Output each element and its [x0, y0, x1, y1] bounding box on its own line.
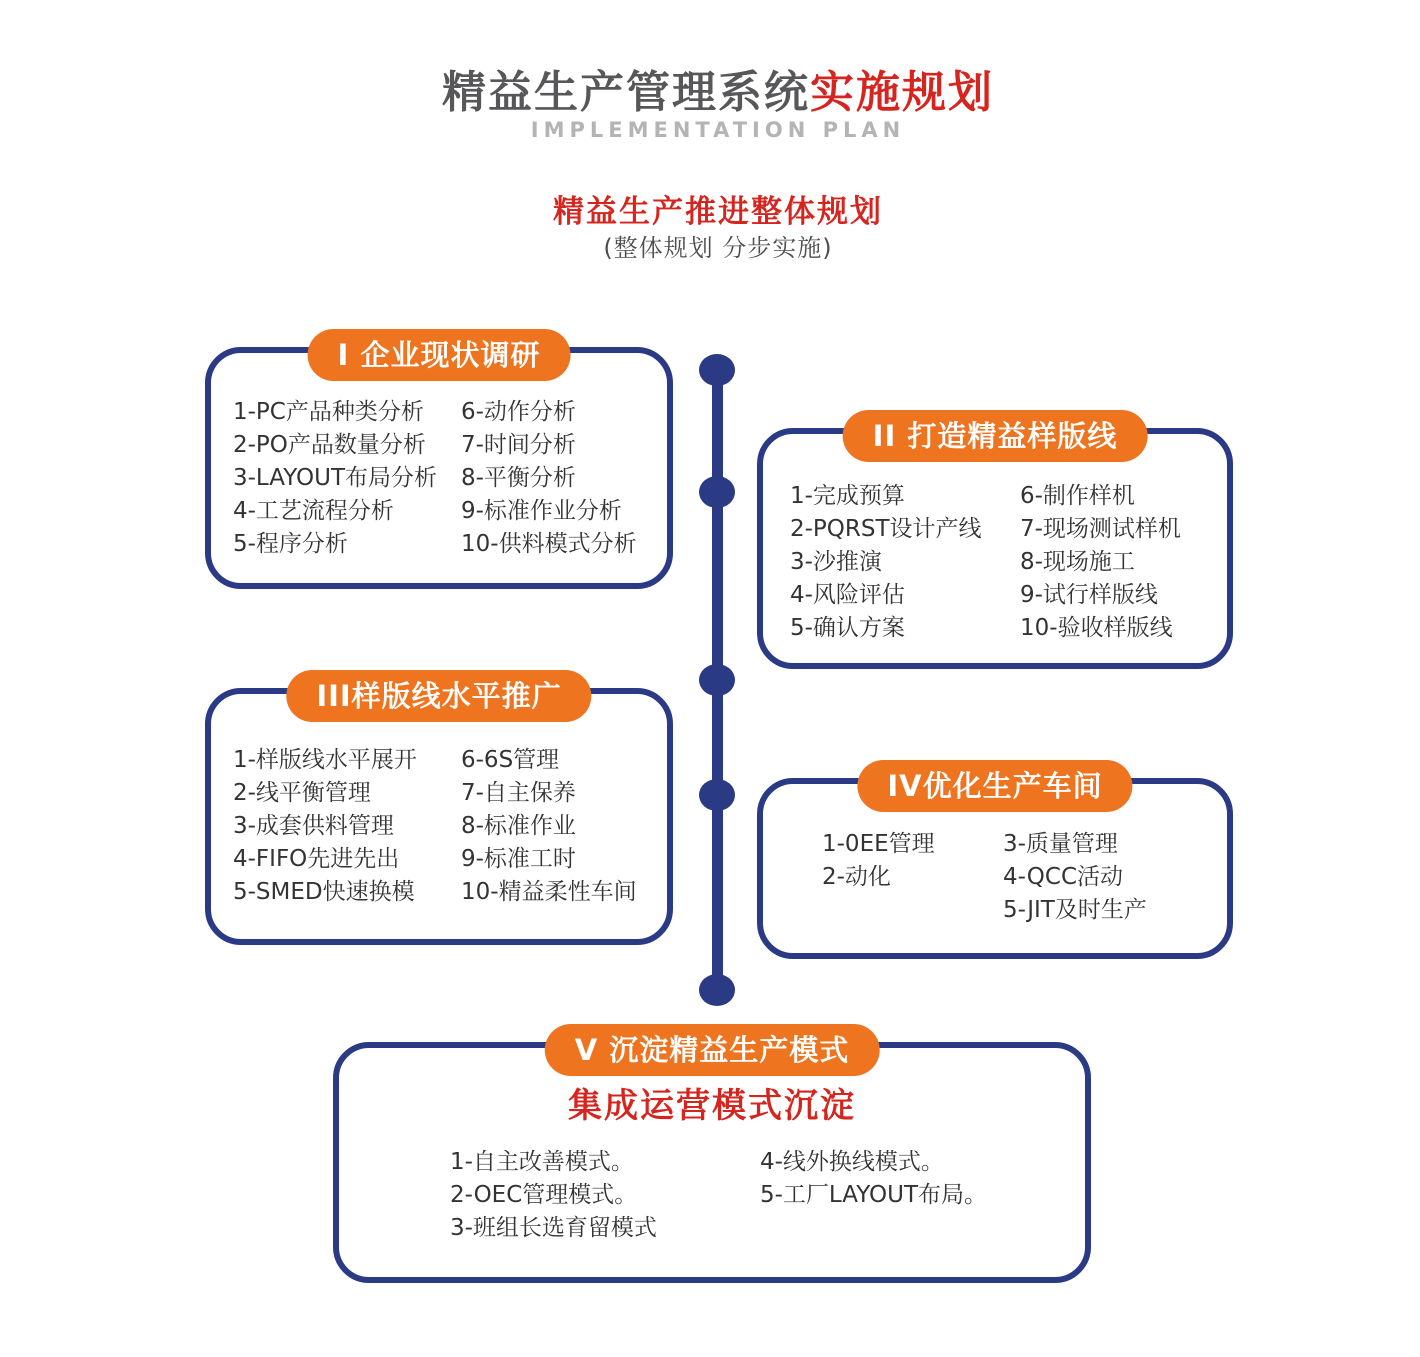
list-item: 5-JIT及时生产 [1003, 897, 1147, 923]
list-item: 5-SMED快速换模 [233, 879, 415, 905]
stage2-content [790, 480, 1227, 645]
stage2-right-list [1020, 480, 1181, 645]
list-item: 3-班组长选育留模式 [450, 1215, 657, 1241]
page-title-accent: 实施规划 [810, 67, 994, 118]
list-item: 3-成套供料管理 [233, 813, 394, 839]
list-item: 2-PO产品数量分析 [233, 432, 426, 458]
stage5-right-list [760, 1146, 987, 1245]
stage3-right-list [461, 744, 637, 909]
page-title [8, 56, 1420, 120]
stage3-left-list [233, 744, 461, 909]
stage4-panel [757, 769, 1233, 959]
list-item: 4-线外换线模式。 [760, 1149, 944, 1175]
stage4-left-list [822, 828, 1003, 927]
list-item: 2-OEC管理模式。 [450, 1182, 638, 1208]
stage3-badge: III样版线水平推广 [286, 670, 591, 722]
list-item: 7-现场测试样机 [1020, 516, 1181, 542]
list-item: 7-时间分析 [461, 432, 576, 458]
list-item: 9-标准作业分析 [461, 498, 622, 524]
page-title-main: 精益生产管理系统 [442, 67, 810, 118]
timeline-dot [699, 664, 735, 696]
timeline-dot [699, 476, 735, 508]
stage4-content [822, 828, 1227, 927]
list-item: 7-自主保养 [461, 780, 576, 806]
list-item: 5-确认方案 [790, 615, 905, 641]
list-item: 6-动作分析 [461, 399, 576, 425]
stage3-panel [205, 679, 673, 945]
list-item: 4-风险评估 [790, 582, 905, 608]
list-item: 3-LAYOUT布局分析 [233, 465, 438, 491]
section-heading: 精益生产推进整体规划 [553, 194, 883, 230]
list-item: 2-PQRST设计产线 [790, 516, 982, 542]
list-item: 8-平衡分析 [461, 465, 576, 491]
list-item: 9-标准工时 [461, 846, 576, 872]
stage2-panel [757, 419, 1233, 669]
stage5-heading: 集成运营模式沉淀 [568, 1086, 856, 1126]
list-item: 10-供料模式分析 [461, 531, 637, 557]
stage1-badge: I 企业现状调研 [308, 329, 571, 381]
stage3-content [233, 744, 667, 909]
timeline-dot [699, 974, 735, 1006]
list-item: 4-FIFO先进先出 [233, 846, 400, 872]
list-item: 1-PC产品种类分析 [233, 399, 424, 425]
list-item: 1-0EE管理 [822, 831, 935, 857]
list-item: 6-6S管理 [461, 747, 560, 773]
list-item: 8-现场施工 [1020, 549, 1135, 575]
page-subtitle-en: IMPLEMENTATION PLAN [530, 118, 906, 142]
list-item: 1-样版线水平展开 [233, 747, 417, 773]
timeline-dot [699, 354, 735, 386]
list-item: 4-QCC活动 [1003, 864, 1123, 890]
list-item: 3-质量管理 [1003, 831, 1118, 857]
list-item: 6-制作样机 [1020, 483, 1135, 509]
stage5-panel [333, 1033, 1091, 1283]
list-item: 10-精益柔性车间 [461, 879, 637, 905]
stage2-left-list [790, 480, 1020, 645]
stage1-right-list [461, 396, 637, 561]
list-item: 10-验收样版线 [1020, 615, 1173, 641]
stage1-left-list [233, 396, 461, 561]
stage4-badge: IV优化生产车间 [857, 760, 1132, 812]
list-item: 8-标准作业 [461, 813, 576, 839]
stage1-panel [205, 338, 673, 589]
stage2-badge: II 打造精益样版线 [843, 410, 1148, 462]
list-item: 2-动化 [822, 864, 891, 890]
section-note: (整体规划 分步实施) [603, 234, 833, 262]
stage5-content [450, 1146, 1085, 1245]
list-item: 4-工艺流程分析 [233, 498, 394, 524]
list-item: 9-试行样版线 [1020, 582, 1158, 608]
list-item: 3-沙推演 [790, 549, 882, 575]
list-item: 5-程序分析 [233, 531, 348, 557]
stage4-right-list [1003, 828, 1147, 927]
list-item: 5-工厂LAYOUT布局。 [760, 1182, 988, 1208]
timeline-dot [699, 779, 735, 811]
list-item: 1-完成预算 [790, 483, 905, 509]
stage5-left-list [450, 1146, 760, 1245]
list-item: 2-线平衡管理 [233, 780, 371, 806]
stage1-content [233, 396, 667, 561]
stage5-badge: V 沉淀精益生产模式 [545, 1024, 880, 1076]
list-item: 1-自主改善模式。 [450, 1149, 634, 1175]
